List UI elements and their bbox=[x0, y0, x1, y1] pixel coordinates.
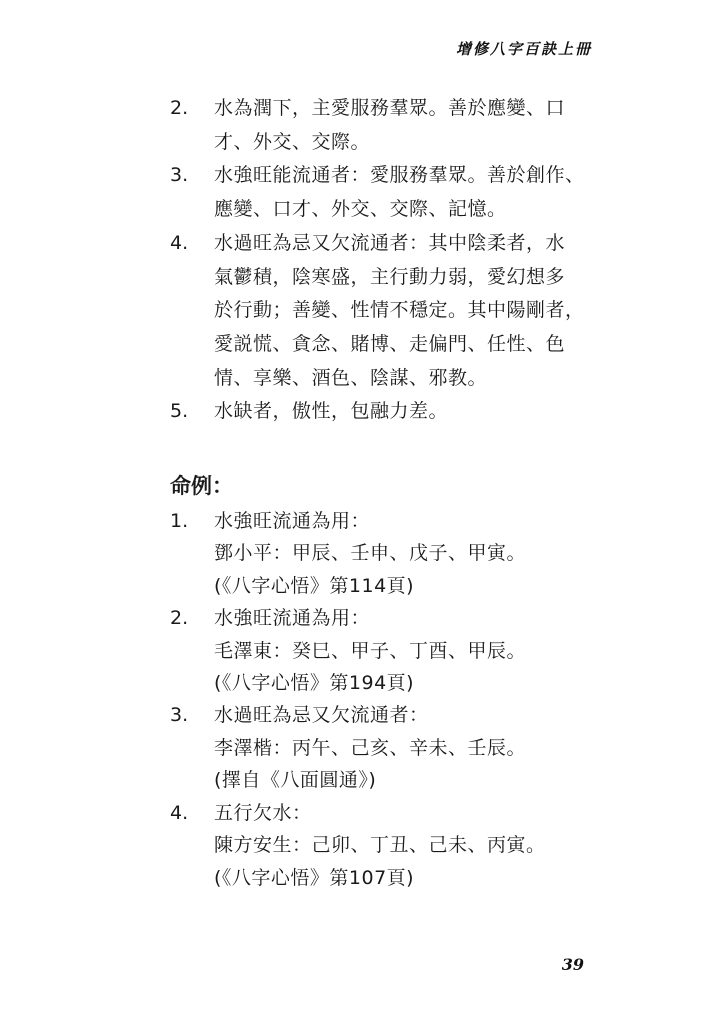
example-item bbox=[170, 699, 610, 796]
list-item bbox=[170, 159, 610, 226]
item-number: 2. bbox=[170, 607, 189, 630]
text-line: (《八字心悟》第107頁) bbox=[214, 866, 415, 889]
item-number: 3. bbox=[170, 704, 189, 727]
list-item bbox=[170, 395, 610, 429]
text-line: 氣鬱積，陰寒盛，主行動力弱，愛幻想多 bbox=[214, 265, 566, 288]
text-line: 水過旺為忌又欠流通者：其中陰柔者，水 bbox=[214, 231, 566, 254]
text-line: 鄧小平：甲辰、壬申、戊子、甲寅。 bbox=[214, 542, 527, 565]
list-item bbox=[170, 227, 610, 396]
item-number: 4. bbox=[170, 231, 189, 254]
page-content bbox=[170, 92, 610, 894]
text-line: 陳方安生：己卯、丁丑、己未、丙寅。 bbox=[214, 834, 546, 857]
example-item bbox=[170, 602, 610, 699]
section-heading: 命例： bbox=[170, 474, 233, 499]
text-line: 水缺者，傲性，包融力差。 bbox=[214, 400, 449, 423]
text-line: 五行欠水： bbox=[214, 801, 312, 824]
text-line: 才、外交、交際。 bbox=[214, 130, 371, 153]
text-line: 毛澤東：癸巳、甲子、丁酉、甲辰。 bbox=[214, 639, 527, 662]
item-number: 4. bbox=[170, 801, 189, 824]
text-line: 於行動；善變、性情不穩定。其中陽剛者， bbox=[214, 299, 585, 322]
text-line: 水強旺能流通者：愛服務羣眾。善於創作、 bbox=[214, 164, 585, 187]
text-line: 水過旺為忌又欠流通者： bbox=[214, 704, 429, 727]
text-line: 情、享樂、酒色、陰謀、邪教。 bbox=[214, 366, 488, 389]
text-line: 愛説慌、貪念、賭博、走偏門、任性、色 bbox=[214, 332, 566, 355]
item-number: 3. bbox=[170, 164, 189, 187]
running-header: 增修八字百訣上冊 bbox=[455, 40, 592, 58]
list-item bbox=[170, 92, 610, 159]
item-number: 1. bbox=[170, 510, 189, 533]
text-line: 水強旺流通為用： bbox=[214, 510, 371, 533]
text-line: 應變、口才、外交、交際、記憶。 bbox=[214, 198, 507, 221]
item-number: 5. bbox=[170, 400, 189, 423]
example-item bbox=[170, 505, 610, 602]
example-item bbox=[170, 797, 610, 894]
text-line: 水為潤下，主愛服務羣眾。善於應變、口 bbox=[214, 97, 566, 119]
item-number: 2. bbox=[170, 97, 189, 119]
text-line: 水強旺流通為用： bbox=[214, 607, 371, 630]
text-line: (《八字心悟》第194頁) bbox=[214, 672, 415, 695]
text-line: 李澤楷：丙午、己亥、辛未、壬辰。 bbox=[214, 736, 527, 759]
text-line: (擇自《八面圓通》) bbox=[214, 769, 377, 792]
page-number: 39 bbox=[561, 955, 584, 974]
text-line: (《八字心悟》第114頁) bbox=[214, 574, 415, 597]
